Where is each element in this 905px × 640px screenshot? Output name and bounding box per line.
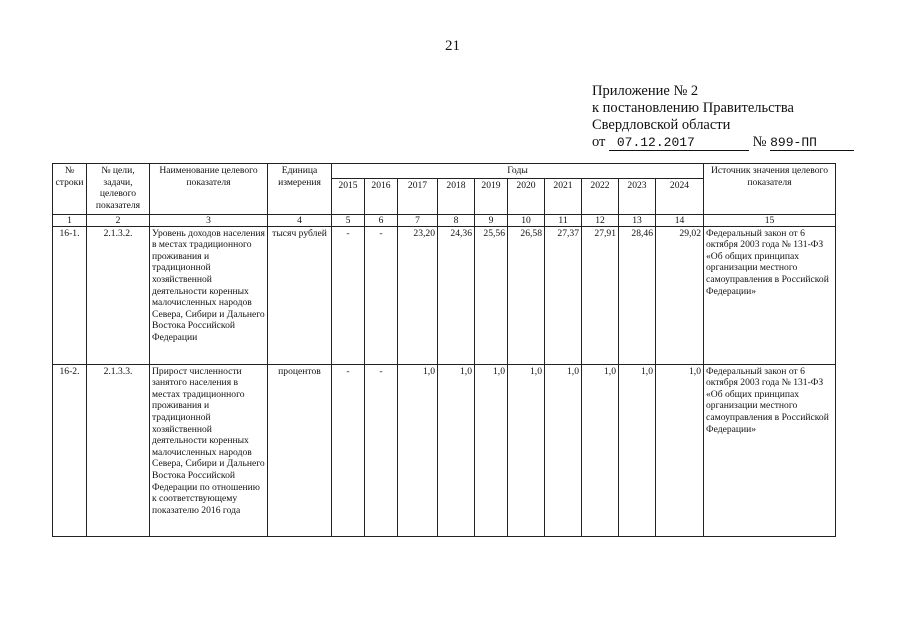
header-source: Источник значения целевого показателя [704, 164, 836, 215]
header-goal-no: № цели, задачи, целевого показателя [87, 164, 150, 215]
value-cell: 23,20 [398, 226, 438, 364]
header-name: Наименование целевого показателя [150, 164, 268, 215]
unit: процентов [268, 364, 332, 536]
value-cell: 1,0 [475, 364, 508, 536]
header-row-no: № строки [53, 164, 87, 215]
value-cell: - [365, 226, 398, 364]
source-cell: Федеральный закон от 6 октября 2003 года № 131-ФЗ «Об общих принципах организации местного самоуправления в Российской Федерации» [704, 364, 836, 536]
column-number: 12 [582, 214, 619, 226]
row-number: 16-2. [53, 364, 87, 536]
value-cell: - [332, 364, 365, 536]
appendix-block [592, 83, 854, 151]
year-cell: 2018 [438, 178, 475, 214]
value-cell: 25,56 [475, 226, 508, 364]
appendix-line2: к постановлению Правительства [592, 100, 794, 116]
year-cell: 2021 [545, 178, 582, 214]
value-cell: 1,0 [656, 364, 704, 536]
year-cell: 2023 [619, 178, 656, 214]
appendix-title: Приложение № 2 [592, 83, 699, 99]
appendix-line3: Свердловской области [592, 117, 731, 133]
decree-date: 07.12.2017 [609, 136, 749, 151]
indicator-name: Уровень доходов населения в местах традиционного проживания и традиционной хозяйственной деятельности коренных малочисленных народов Севера, Сибири и Дальнего Востока Российской Федерации [150, 226, 268, 364]
source-cell: Федеральный закон от 6 октября 2003 года № 131-ФЗ «Об общих принципах организации местного самоуправления в Российской Федерации» [704, 226, 836, 364]
column-number: 4 [268, 214, 332, 226]
indicators-table [52, 163, 836, 537]
table-row [53, 364, 836, 536]
year-cell: 2015 [332, 178, 365, 214]
column-number: 8 [438, 214, 475, 226]
value-cell: 1,0 [398, 364, 438, 536]
value-cell: 26,58 [508, 226, 545, 364]
year-cell: 2024 [656, 178, 704, 214]
year-cell: 2019 [475, 178, 508, 214]
value-cell: 1,0 [438, 364, 475, 536]
column-number: 7 [398, 214, 438, 226]
year-cell: 2017 [398, 178, 438, 214]
column-number: 13 [619, 214, 656, 226]
header-years: Годы [332, 164, 704, 179]
column-number: 1 [53, 214, 87, 226]
column-number: 5 [332, 214, 365, 226]
value-cell: 1,0 [508, 364, 545, 536]
column-number-row [53, 214, 836, 226]
value-cell: 27,37 [545, 226, 582, 364]
column-number: 3 [150, 214, 268, 226]
value-cell: - [365, 364, 398, 536]
row-number: 16-1. [53, 226, 87, 364]
unit: тысяч рублей [268, 226, 332, 364]
date-prefix: от [592, 134, 606, 150]
column-number: 2 [87, 214, 150, 226]
year-cell: 2016 [365, 178, 398, 214]
decree-number: 899-ПП [770, 136, 854, 151]
year-cell: 2022 [582, 178, 619, 214]
column-number: 14 [656, 214, 704, 226]
value-cell: 27,91 [582, 226, 619, 364]
indicator-name: Прирост численности занятого населения в местах традиционного проживания и традиционной хозяйственной деятельности коренных малочисленных народов Севера, Сибири и Дальнего Востока Российской Федерации по отношению к соответствующему показателю 2016 года [150, 364, 268, 536]
number-prefix: № [752, 134, 767, 150]
appendix-date-line [592, 134, 854, 151]
value-cell: 29,02 [656, 226, 704, 364]
value-cell: 1,0 [619, 364, 656, 536]
column-number: 11 [545, 214, 582, 226]
column-number: 6 [365, 214, 398, 226]
value-cell: - [332, 226, 365, 364]
year-cell: 2020 [508, 178, 545, 214]
table-row [53, 226, 836, 364]
column-number: 15 [704, 214, 836, 226]
value-cell: 28,46 [619, 226, 656, 364]
goal-number: 2.1.3.2. [87, 226, 150, 364]
column-number: 10 [508, 214, 545, 226]
column-number: 9 [475, 214, 508, 226]
goal-number: 2.1.3.3. [87, 364, 150, 536]
header-unit: Единица измерения [268, 164, 332, 215]
value-cell: 1,0 [582, 364, 619, 536]
page-number: 21 [445, 38, 460, 54]
value-cell: 1,0 [545, 364, 582, 536]
value-cell: 24,36 [438, 226, 475, 364]
